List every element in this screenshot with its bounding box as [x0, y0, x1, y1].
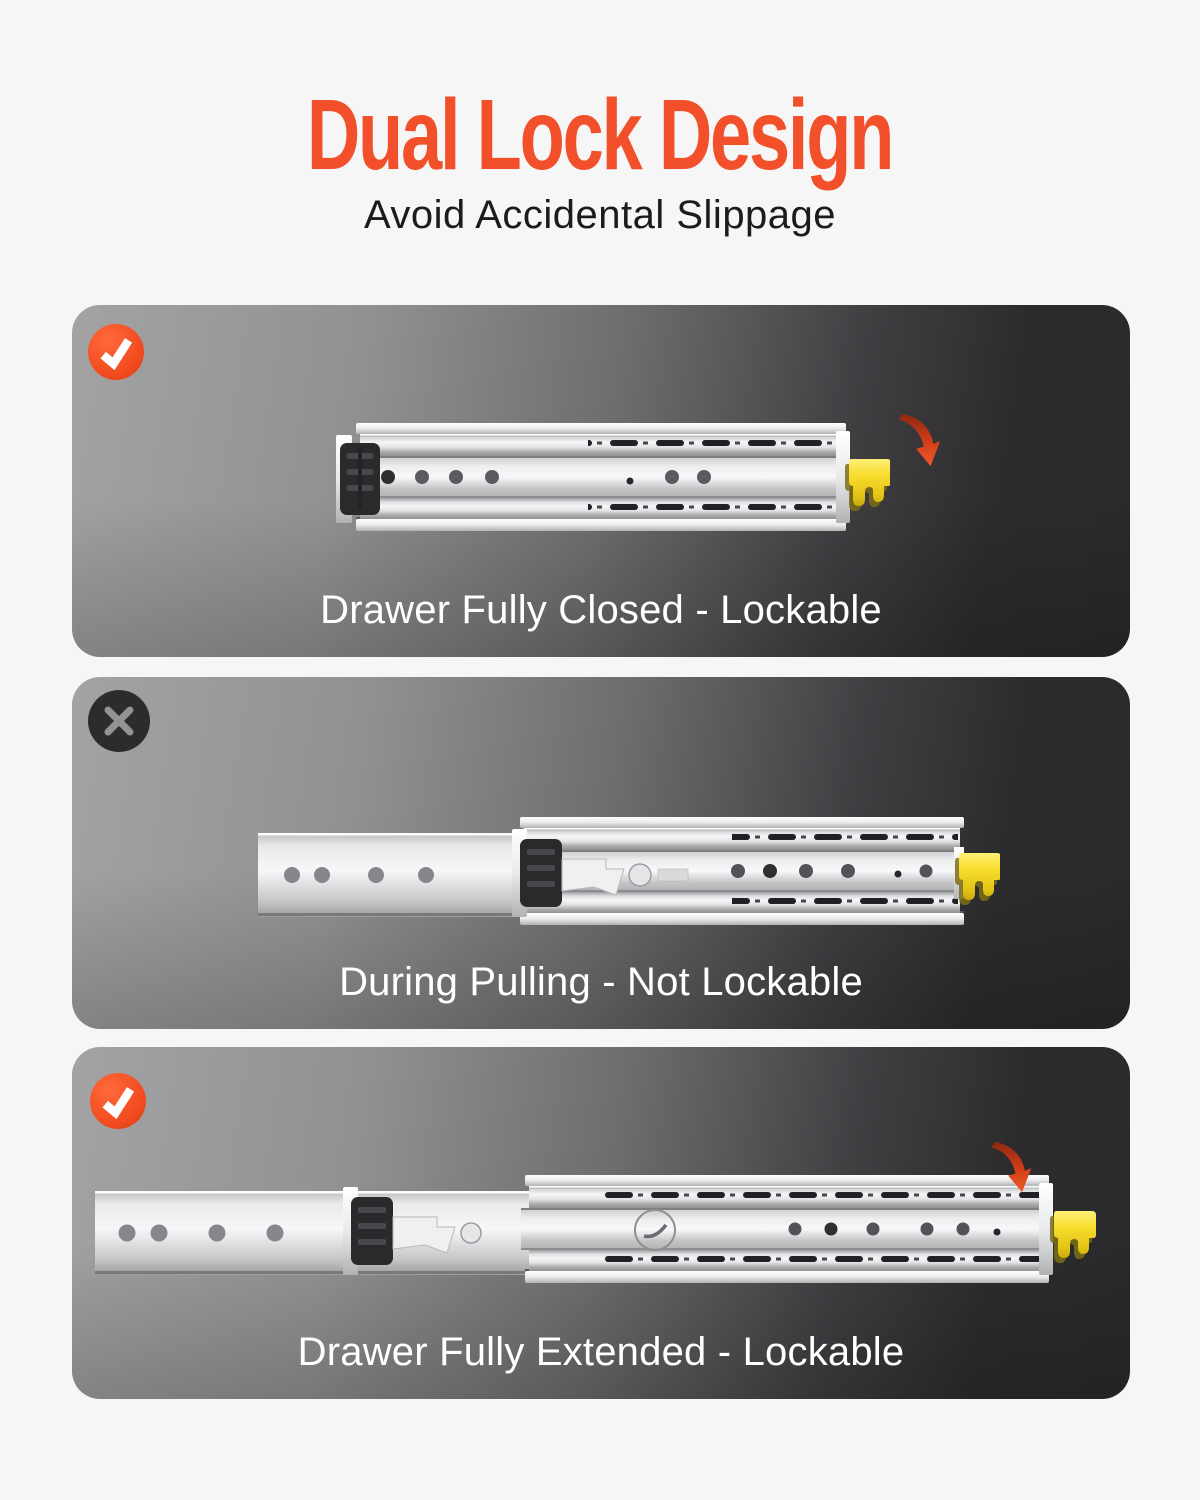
- panel-drawer-fully-extended: [72, 1047, 1130, 1399]
- panel-drawer-fully-closed: [72, 305, 1130, 657]
- push-down-arrow-icon: [893, 412, 941, 470]
- cross-icon: [88, 690, 150, 752]
- panel-caption: Drawer Fully Extended - Lockable: [297, 1330, 905, 1374]
- panel-caption: Drawer Fully Closed - Lockable: [320, 588, 882, 632]
- page-title-text: Dual Lock Design: [307, 79, 893, 191]
- push-down-arrow-icon: [986, 1140, 1032, 1196]
- lock-tab-yellow: [845, 459, 890, 511]
- check-icon: [90, 1073, 146, 1129]
- lock-tab-yellow: [955, 853, 1000, 905]
- page-subtitle: Avoid Accidental Slippage: [363, 193, 837, 237]
- panel-caption: During Pulling - Not Lockable: [339, 960, 863, 1004]
- panel-during-pulling: [72, 677, 1130, 1029]
- lock-tab-yellow: [1050, 1211, 1096, 1263]
- check-icon: [88, 324, 144, 380]
